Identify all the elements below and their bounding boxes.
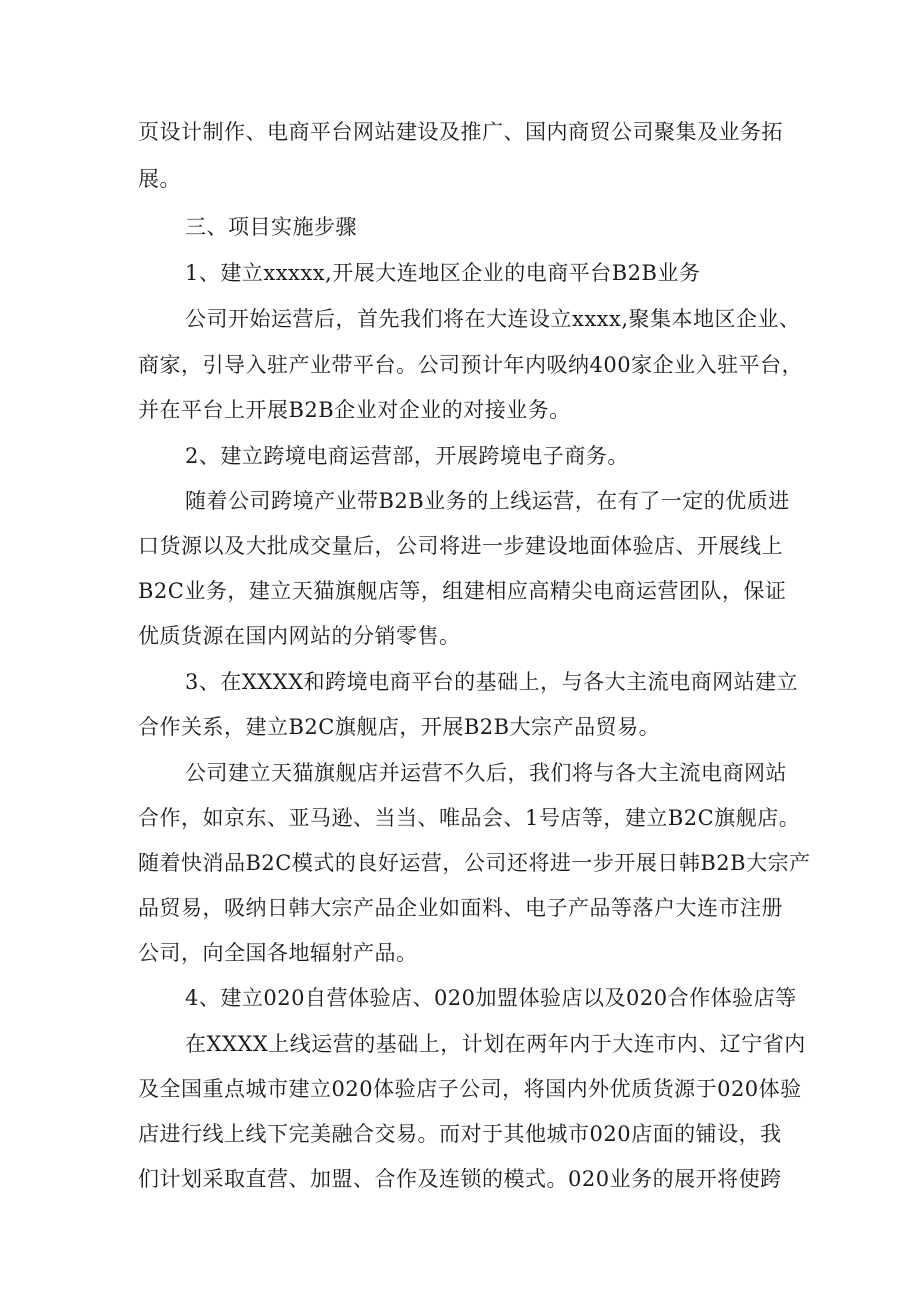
paragraph-line: 展。: [138, 167, 181, 191]
paragraph-line: 页设计制作、电商平台网站建设及推广、国内商贸公司聚集及业务拓: [138, 120, 783, 144]
paragraph-line: B2C业务，建立天猫旗舰店等，组建相应高精尖电商运营团队，保证: [138, 579, 787, 603]
paragraph-line: 品贸易，吸纳日韩大宗产品企业如面料、电子产品等落户大连市注册: [138, 896, 783, 920]
paragraph-line: 合作，如京东、亚马逊、当当、唯品会、1号店等，建立B2C旗舰店。: [138, 806, 801, 830]
paragraph-line: 口货源以及大批成交量后，公司将进一步建设地面体验店、开展线上: [138, 534, 783, 558]
paragraph-line: 公司开始运营后，首先我们将在大连设立xxxx,聚集本地区企业、: [185, 307, 801, 331]
step-heading: 1、建立xxxxx,开展大连地区企业的电商平台B2B业务: [185, 261, 701, 285]
step-heading: 3、在XXXX和跨境电商平台的基础上，与各大主流电商网站建立: [185, 670, 799, 694]
paragraph-line: 商家，引导入驻产业带平台。公司预计年内吸纳400家企业入驻平台，: [138, 353, 804, 377]
paragraph-line: 优质货源在国内网站的分销零售。: [138, 624, 461, 648]
paragraph-line: 们计划采取直营、加盟、合作及连锁的模式。020业务的展开将使跨: [138, 1167, 782, 1191]
step-heading: 4、建立020自营体验店、020加盟体验店以及020合作体验店等: [185, 986, 797, 1010]
paragraph-line: 在XXXX上线运营的基础上，计划在两年内于大连市内、辽宁省内: [185, 1032, 806, 1056]
step-heading: 2、建立跨境电商运营部，开展跨境电子商务。: [185, 444, 629, 468]
paragraph-line: 及全国重点城市建立020体验店子公司，将国内外优质货源于020体验: [138, 1077, 802, 1101]
paragraph-line: 并在平台上开展B2B企业对企业的对接业务。: [138, 398, 571, 422]
paragraph-line: 随着公司跨境产业带B2B业务的上线运营，在有了一定的优质进: [185, 489, 790, 513]
paragraph-line: 公司，向全国各地辐射产品。: [138, 941, 418, 965]
paragraph-line: 店进行线上线下完美融合交易。而对于其他城市020店面的铺设，我: [138, 1122, 782, 1146]
paragraph-line: 随着快消品B2C模式的良好运营，公司还将进一步开展日韩B2B大宗产: [138, 851, 811, 875]
paragraph-line: 公司建立天猫旗舰店并运营不久后，我们将与各大主流电商网站: [185, 761, 787, 785]
section-heading: 三、项目实施步骤: [185, 215, 357, 239]
paragraph-line: 合作关系，建立B2C旗舰店，开展B2B大宗产品贸易。: [138, 715, 661, 739]
